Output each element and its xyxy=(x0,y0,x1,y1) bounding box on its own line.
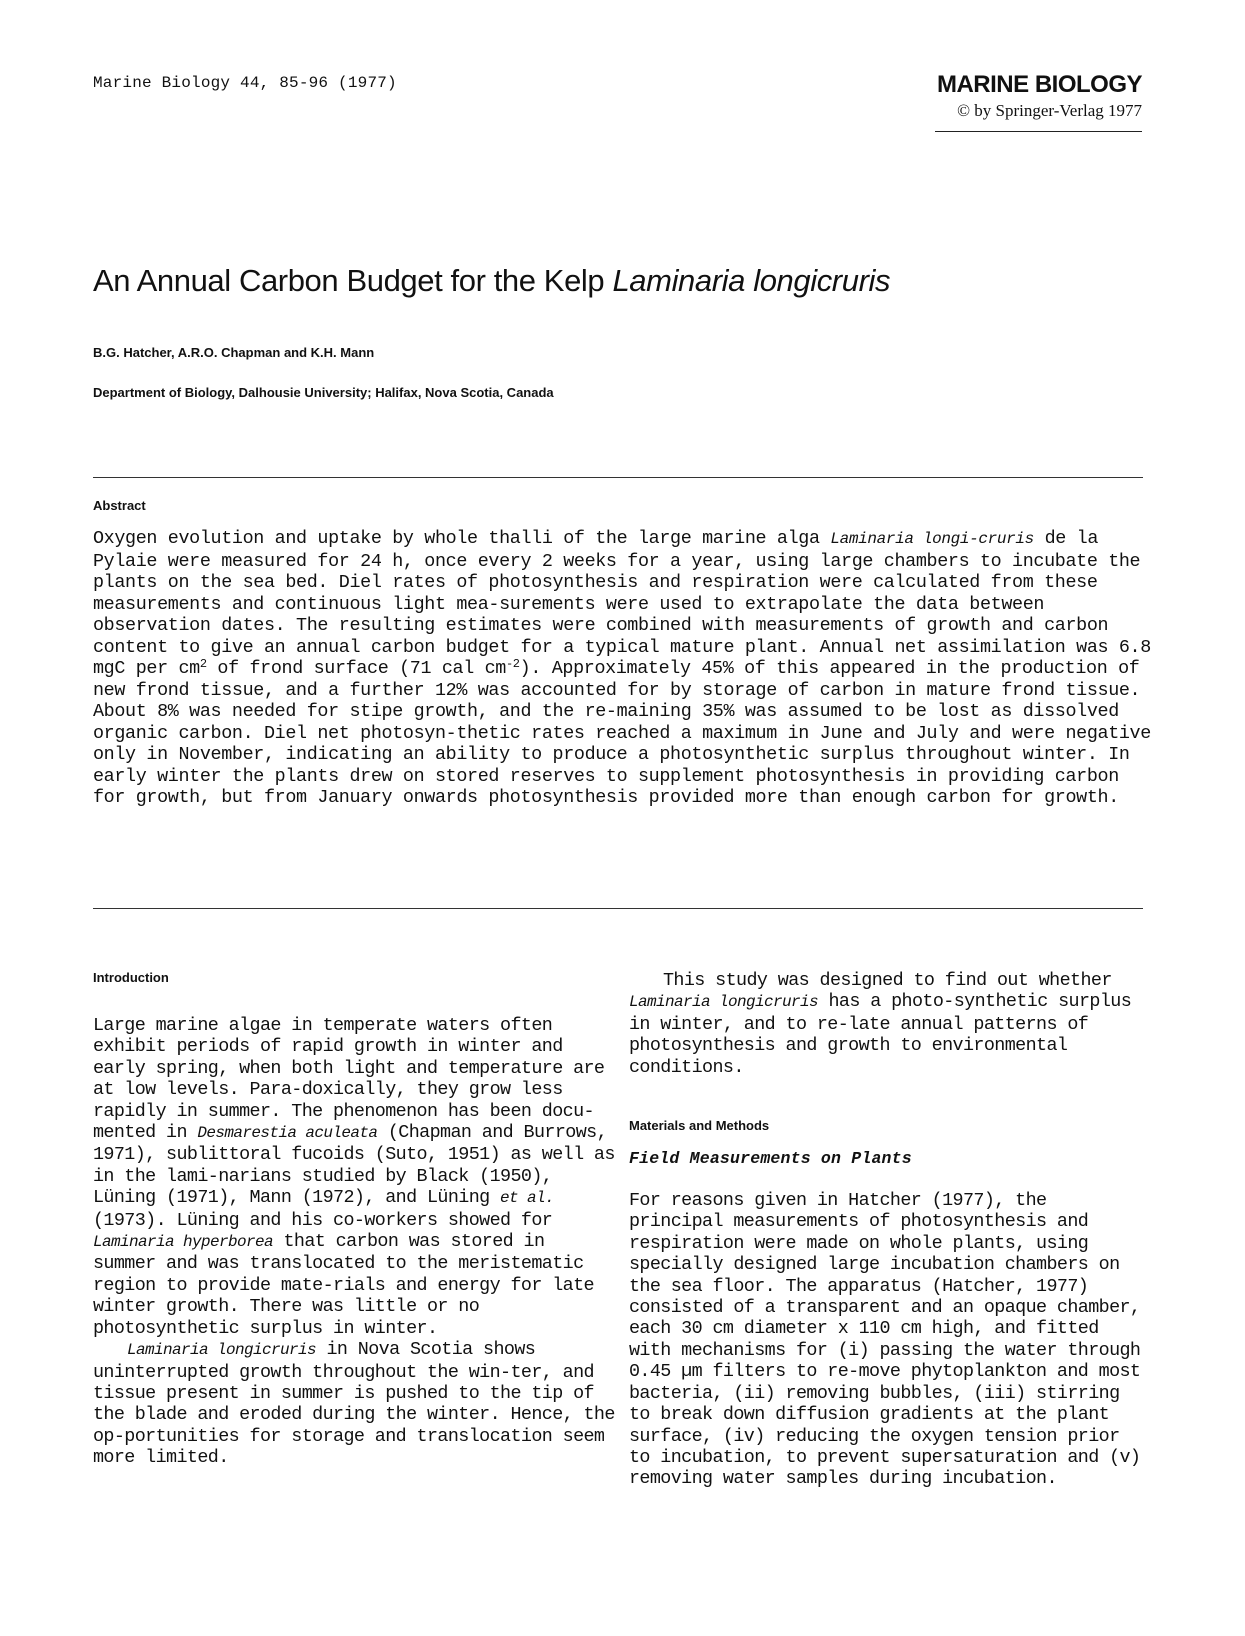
author-list: B.G. Hatcher, A.R.O. Chapman and K.H. Mann xyxy=(93,345,375,360)
abstract-top-divider xyxy=(93,477,1143,478)
abstract-text-part: ). Approximately 45% of this appeared in the production of new frond tissue, and a further 12% was accounted for by storage of carbon in mature frond tissue. About 8% was needed for stipe growth, and the re-maining 35% was assumed to be lost as dissolved organic carbon. Diel net photosyn-thetic rates reached a maximum in June and July and were negative only in November, indicating an ability to produce a photosynthetic surplus throughout winter. In early winter the plants drew on stored reserves to supplement photosynthesis in providing carbon for growth, but from January onwards photosynthesis provided more than enough carbon for growth. xyxy=(93,658,1151,808)
article-title xyxy=(93,263,890,299)
abstract-text-part: Oxygen evolution and uptake by whole thalli of the large marine alga xyxy=(93,528,831,549)
paragraph-text: This study was designed to find out whether xyxy=(663,970,1112,991)
species-name: Desmarestia aculeata xyxy=(197,1124,378,1143)
author-affiliation: Department of Biology, Dalhousie University; Halifax, Nova Scotia, Canada xyxy=(93,385,554,400)
right-column xyxy=(629,970,1149,1490)
paragraph-text: has a photo-synthetic surplus in winter, and to re-late annual patterns of photosynthesis and growth to environmental conditions. xyxy=(629,991,1132,1078)
abstract-superscript: -2 xyxy=(505,657,520,671)
paragraph-text: in Nova Scotia shows uninterrupted growth throughout the win-ter, and tissue present in summer is pushed to the tip of the blade and eroded during the winter. Hence, the op-portunities for storage and translocation seem more limited. xyxy=(93,1339,615,1469)
copyright-notice: © by Springer-Verlag 1977 xyxy=(957,101,1142,121)
paragraph-text: (Chapman and Burrows, 1971), sublittoral fucoids (Suto, 1951) as well as in the lami-narians studied by Black (1950), Lüning (1971), Mann (1972), and Lüning xyxy=(93,1122,615,1209)
abstract-text-part: of frond surface (71 cal cm xyxy=(206,658,506,679)
journal-masthead xyxy=(930,72,1142,121)
left-column xyxy=(93,970,615,1469)
introduction-paragraph-1 xyxy=(93,1015,615,1339)
species-name: Laminaria hyperborea xyxy=(93,1233,274,1252)
abstract-heading: Abstract xyxy=(93,498,146,513)
abstract-superscript: 2 xyxy=(199,657,207,671)
masthead-divider xyxy=(935,131,1142,132)
methods-heading: Materials and Methods xyxy=(629,1118,770,1134)
abstract-bottom-divider xyxy=(93,908,1143,909)
field-measurements-subheading: Field Measurements on Plants xyxy=(629,1149,912,1169)
paragraph-text: Large marine algae in temperate waters often exhibit periods of rapid growth in winter and early spring, when both light and temperature are at low levels. Para-doxically, they grow less rapidly in summer. The phenomenon has been docu-mented in xyxy=(93,1015,605,1144)
abstract-species: Laminaria longi-cruris xyxy=(830,530,1034,548)
paragraph-text: that carbon was stored in summer and was translocated to the meristematic region to provide mate-rials and energy for late winter growth. There was little or no photosynthetic surplus in winter. xyxy=(93,1231,594,1339)
journal-name: MARINE BIOLOGY xyxy=(936,71,1142,98)
field-measurements-paragraph: For reasons given in Hatcher (1977), the principal measurements of photosynthesis and respiration were made on whole plants, using specially designed large incubation chambers on the sea floor. The apparatus (Hatcher, 1977) consisted of a transparent and an opaque chamber, each 30 cm diameter x 110 cm high, and fitted with mechanisms for (i) passing the water through 0.45 µm filters to re-move phytoplankton and most bacteria, (ii) removing bubbles, (iii) stirring to break down diffusion gradients at the plant surface, (iv) reducing the oxygen tension prior to incubation, to prevent supersaturation and (v) removing water samples during incubation. xyxy=(629,1190,1141,1490)
title-species: Laminaria longicruris xyxy=(612,263,891,298)
study-purpose-paragraph xyxy=(629,970,1149,1078)
introduction-heading: Introduction xyxy=(93,970,169,985)
introduction-paragraph-2 xyxy=(93,1339,615,1468)
et-al: et al. xyxy=(500,1189,555,1208)
species-name: Laminaria longicruris xyxy=(127,1341,317,1360)
abstract-text-part: de la Pylaie were measured for 24 h, once every 2 weeks for a year, using large chambers to incubate the plants on the sea bed. Diel rates of photosynthesis and respiration were calculated from these measurements and continuous light mea-surements were used to extrapolate the data between observation dates. The resulting estimates were combined with measurements of growth and carbon content to give an annual carbon budget for a typical mature plant. Annual net assimilation was 6.8 mgC per cm xyxy=(93,528,1151,679)
title-text: An Annual Carbon Budget for the Kelp xyxy=(93,263,613,298)
journal-citation: Marine Biology 44, 85-96 (1977) xyxy=(93,74,397,92)
paragraph-text: (1973). Lüning and his co-workers showed for xyxy=(93,1209,553,1231)
species-name: Laminaria longicruris xyxy=(629,993,819,1012)
abstract-body xyxy=(93,528,1158,809)
